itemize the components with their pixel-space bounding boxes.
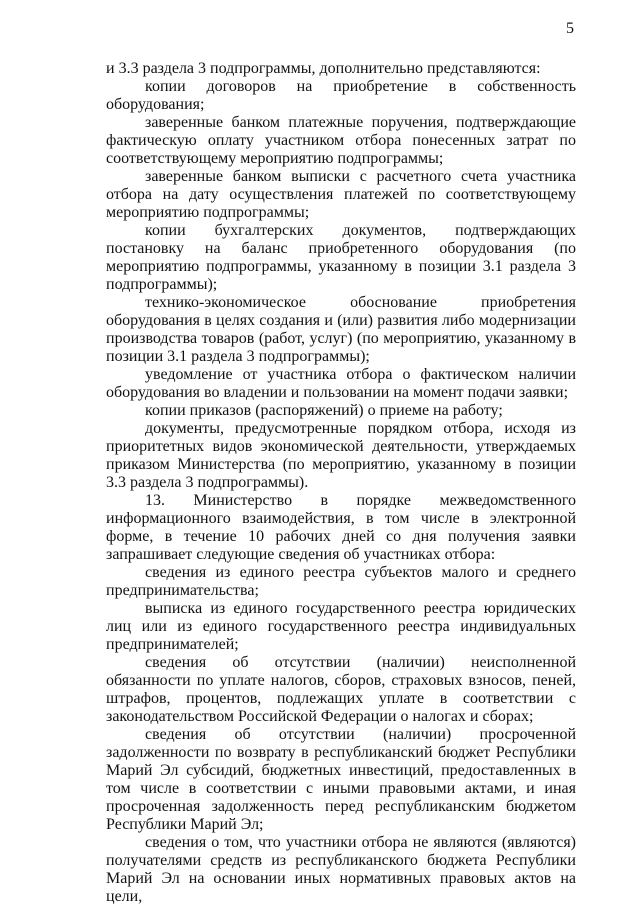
paragraph-accounting-documents: копии бухгалтерских документов, подтверждающих постановку на баланс приобретенного оборудования (по мероприятию подпрограммы, указанному в позиции 3.1 раздела 3 подпрограммы); xyxy=(106,222,576,293)
page-number: 5 xyxy=(566,20,574,37)
paragraph-equipment-notice: уведомление от участника отбора о фактическом наличии оборудования во владении и пользовании на момент подачи заявки; xyxy=(106,366,576,401)
paragraph-feasibility-study: технико-экономическое обоснование приобретения оборудования в целях создания и (или) развития либо модернизации производства товаров (работ, услуг) (по мероприятию, указанному в позиции 3.1 раздела 3 подпрограммы); xyxy=(106,294,576,365)
paragraph-contract-copies: копии договоров на приобретение в собственность оборудования; xyxy=(106,78,576,113)
paragraph-sme-registry: сведения из единого реестра субъектов малого и среднего предпринимательства; xyxy=(106,564,576,599)
paragraph-state-registry: выписка из единого государственного реестра юридических лиц или из единого государственного реестра индивидуальных предпринимателей; xyxy=(106,600,576,653)
document-body xyxy=(106,60,576,906)
paragraph-bank-statements: заверенные банком выписки с расчетного счета участника отбора на дату осуществления платежей по соответствующему мероприятию подпрограммы; xyxy=(106,168,576,221)
paragraph-section-13: 13. Министерство в порядке межведомственного информационного взаимодействия, в том числе в электронной форме, в течение 10 рабочих дней со дня получения заявки запрашивает следующие сведения об участниках отбора: xyxy=(106,492,576,563)
paragraph-other-funds: сведения о том, что участники отбора не являются (являются) получателями средств из республиканского бюджета Республики Марий Эл на основании иных нормативных правовых актов на цели, xyxy=(106,834,576,905)
paragraph-selection-documents: документы, предусмотренные порядком отбора, исходя из приоритетных видов экономической деятельности, утверждаемых приказом Министерства (по мероприятию, указанному в позиции 3.3 раздела 3 подпрограммы). xyxy=(106,420,576,491)
paragraph-continuation: и 3.3 раздела 3 подпрограммы, дополнительно представляются: xyxy=(106,60,541,77)
paragraph-overdue-debt: сведения об отсутствии (наличии) просроченной задолженности по возврату в республиканский бюджет Республики Марий Эл субсидий, бюджетных инвестиций, предоставленных в том числе в соответствии с иными правовыми актами, и иная просроченная задолженность перед республиканским бюджетом Республики Марий Эл; xyxy=(106,726,576,833)
paragraph-tax-obligations: сведения об отсутствии (наличии) неисполненной обязанности по уплате налогов, сборов, страховых взносов, пеней, штрафов, процентов, подлежащих уплате в соответствии с законодательством Российской Федерации о налогах и сборах; xyxy=(106,654,576,725)
paragraph-hiring-orders: копии приказов (распоряжений) о приеме на работу; xyxy=(145,402,503,419)
paragraph-payment-orders: заверенные банком платежные поручения, подтверждающие фактическую оплату участником отбора понесенных затрат по соответствующему мероприятию подпрограммы; xyxy=(106,114,576,167)
